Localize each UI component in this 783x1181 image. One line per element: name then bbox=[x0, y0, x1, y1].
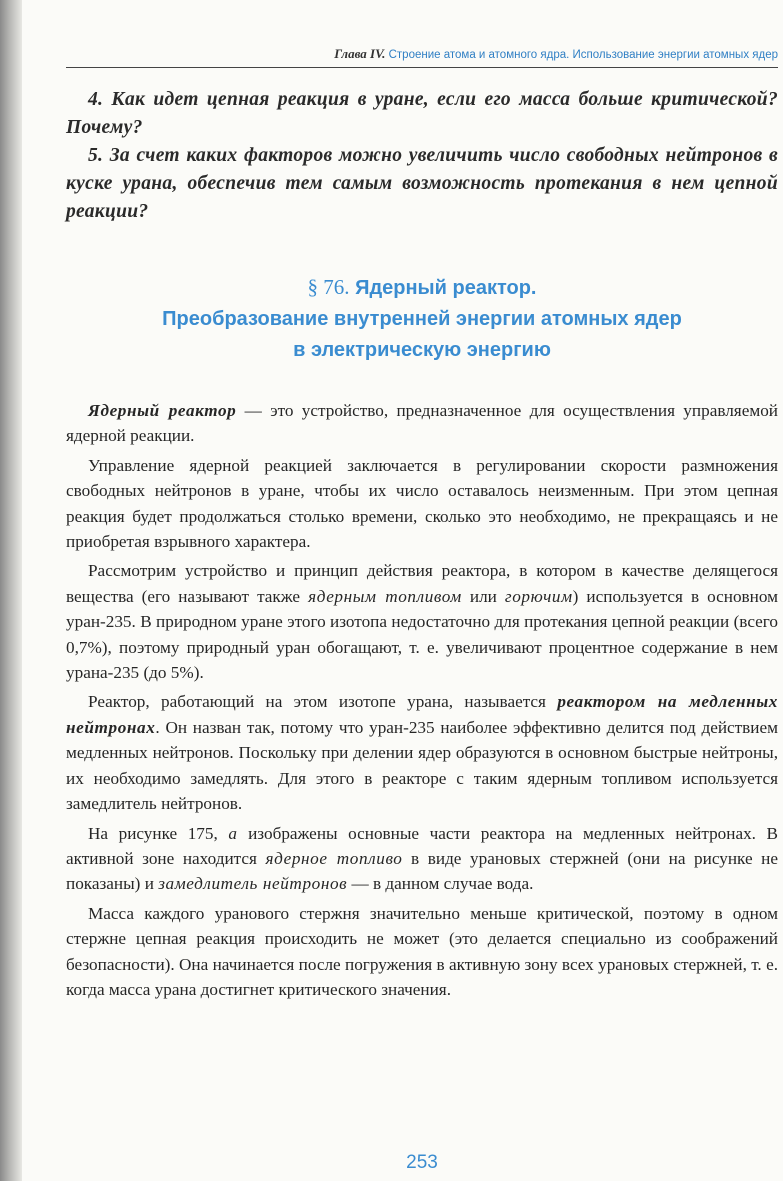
chapter-topic: Строение атома и атомного ядра. Использование энергии атомных ядер bbox=[388, 49, 778, 61]
paragraph-5-b: изображены основные части реактора на медленных нейтронах. В активной зоне находится bbox=[66, 823, 778, 868]
paragraph-5-d: — в данном случае вода. bbox=[347, 874, 534, 894]
figure-letter: а bbox=[228, 823, 238, 843]
paragraph-3 bbox=[66, 558, 778, 685]
paragraph-4-a: Реактор, работающий на этом изотопе урана, называется bbox=[88, 692, 558, 712]
section-heading bbox=[66, 272, 778, 366]
question-5: 5. За счет каких факторов можно увеличить число свободных нейтронов в куске урана, обеспечив тем самым возможность протекания в нем цепной реакции? bbox=[66, 145, 778, 222]
page bbox=[66, 44, 778, 1173]
chapter-label: Глава IV. bbox=[334, 46, 386, 61]
paragraph-1-text: — это устройство, предназначенное для осуществления управляемой ядерной реакции. bbox=[66, 401, 778, 446]
paragraph-4 bbox=[66, 689, 778, 816]
term-combustible: горючим bbox=[504, 586, 573, 606]
book-spine-shadow bbox=[0, 0, 22, 1181]
term-slow-neutron-reactor: реактором на медленных нейтронах bbox=[66, 692, 778, 737]
term-moderator: замедлитель нейтронов bbox=[158, 874, 348, 894]
paragraph-5 bbox=[66, 821, 778, 897]
paragraph-5-c: в виде урановых стержней (они на рисунке не показаны) и bbox=[66, 848, 778, 894]
paragraph-6: Масса каждого уранового стержня значительно меньше критической, поэтому в одном стержне цепная реакция происходить не может (это делается специально из соображений безопасности). Она начинается после погружения в активную зону всех урановых стержней, т. е. когда масса урана достигнет критического значения. bbox=[66, 903, 778, 999]
review-questions bbox=[66, 86, 778, 226]
section-title-3: в электрическую энергию bbox=[293, 339, 551, 361]
paragraph-3-a: Рассмотрим устройство и принцип действия реактора, в котором в качестве делящегося вещества (его называют также bbox=[66, 561, 778, 606]
question-4: 4. Как идет цепная реакция в уране, если его масса больше критической? Почему? bbox=[66, 89, 778, 138]
section-number: § 76. bbox=[307, 275, 350, 299]
term-fuel: ядерное топливо bbox=[265, 848, 403, 868]
paragraph-2: Управление ядерной реакцией заключается в регулировании скорости размножения свободных нейтронов в уране, чтобы их число оставалось неизменным. При этом цепная реакция будет продолжаться столько времени, сколько это необходимо, не прекращаясь и не приобретая взрывного характера. bbox=[66, 455, 778, 552]
paragraph-4-b: . Он назван так, потому что уран-235 наиболее эффективно делится под действием медленных нейтронов. Поскольку при делении ядер образуются в основном быстрые нейтроны, их необходимо замедлять. Для этого в реакторе с таким ядерным топливом используется замедлитель нейтронов. bbox=[66, 717, 778, 814]
paragraph-5-a: На рисунке 175, bbox=[88, 823, 229, 843]
paragraph-3-c: ) используется в основном уран-235. В природном уране этого изотопа недостаточно для протекания цепной реакции (всего 0,7%), поэтому природный уран обогащают, т. е. увеличивают процентное содержание в нем урана-235 (до 5%). bbox=[66, 586, 778, 683]
section-title-1: Ядерный реактор. bbox=[355, 277, 537, 299]
section-heading-line1 bbox=[66, 272, 778, 304]
section-title-2: Преобразование внутренней энергии атомных ядер bbox=[162, 308, 682, 330]
paragraph-1 bbox=[66, 398, 778, 449]
page-number: 253 bbox=[406, 1152, 438, 1173]
paragraph-3-b: или bbox=[461, 586, 505, 606]
term-nuclear-reactor: Ядерный реактор bbox=[88, 401, 237, 420]
body-text bbox=[66, 398, 778, 1002]
running-header bbox=[66, 44, 778, 68]
term-nuclear-fuel: ядерным топливом bbox=[308, 586, 462, 606]
